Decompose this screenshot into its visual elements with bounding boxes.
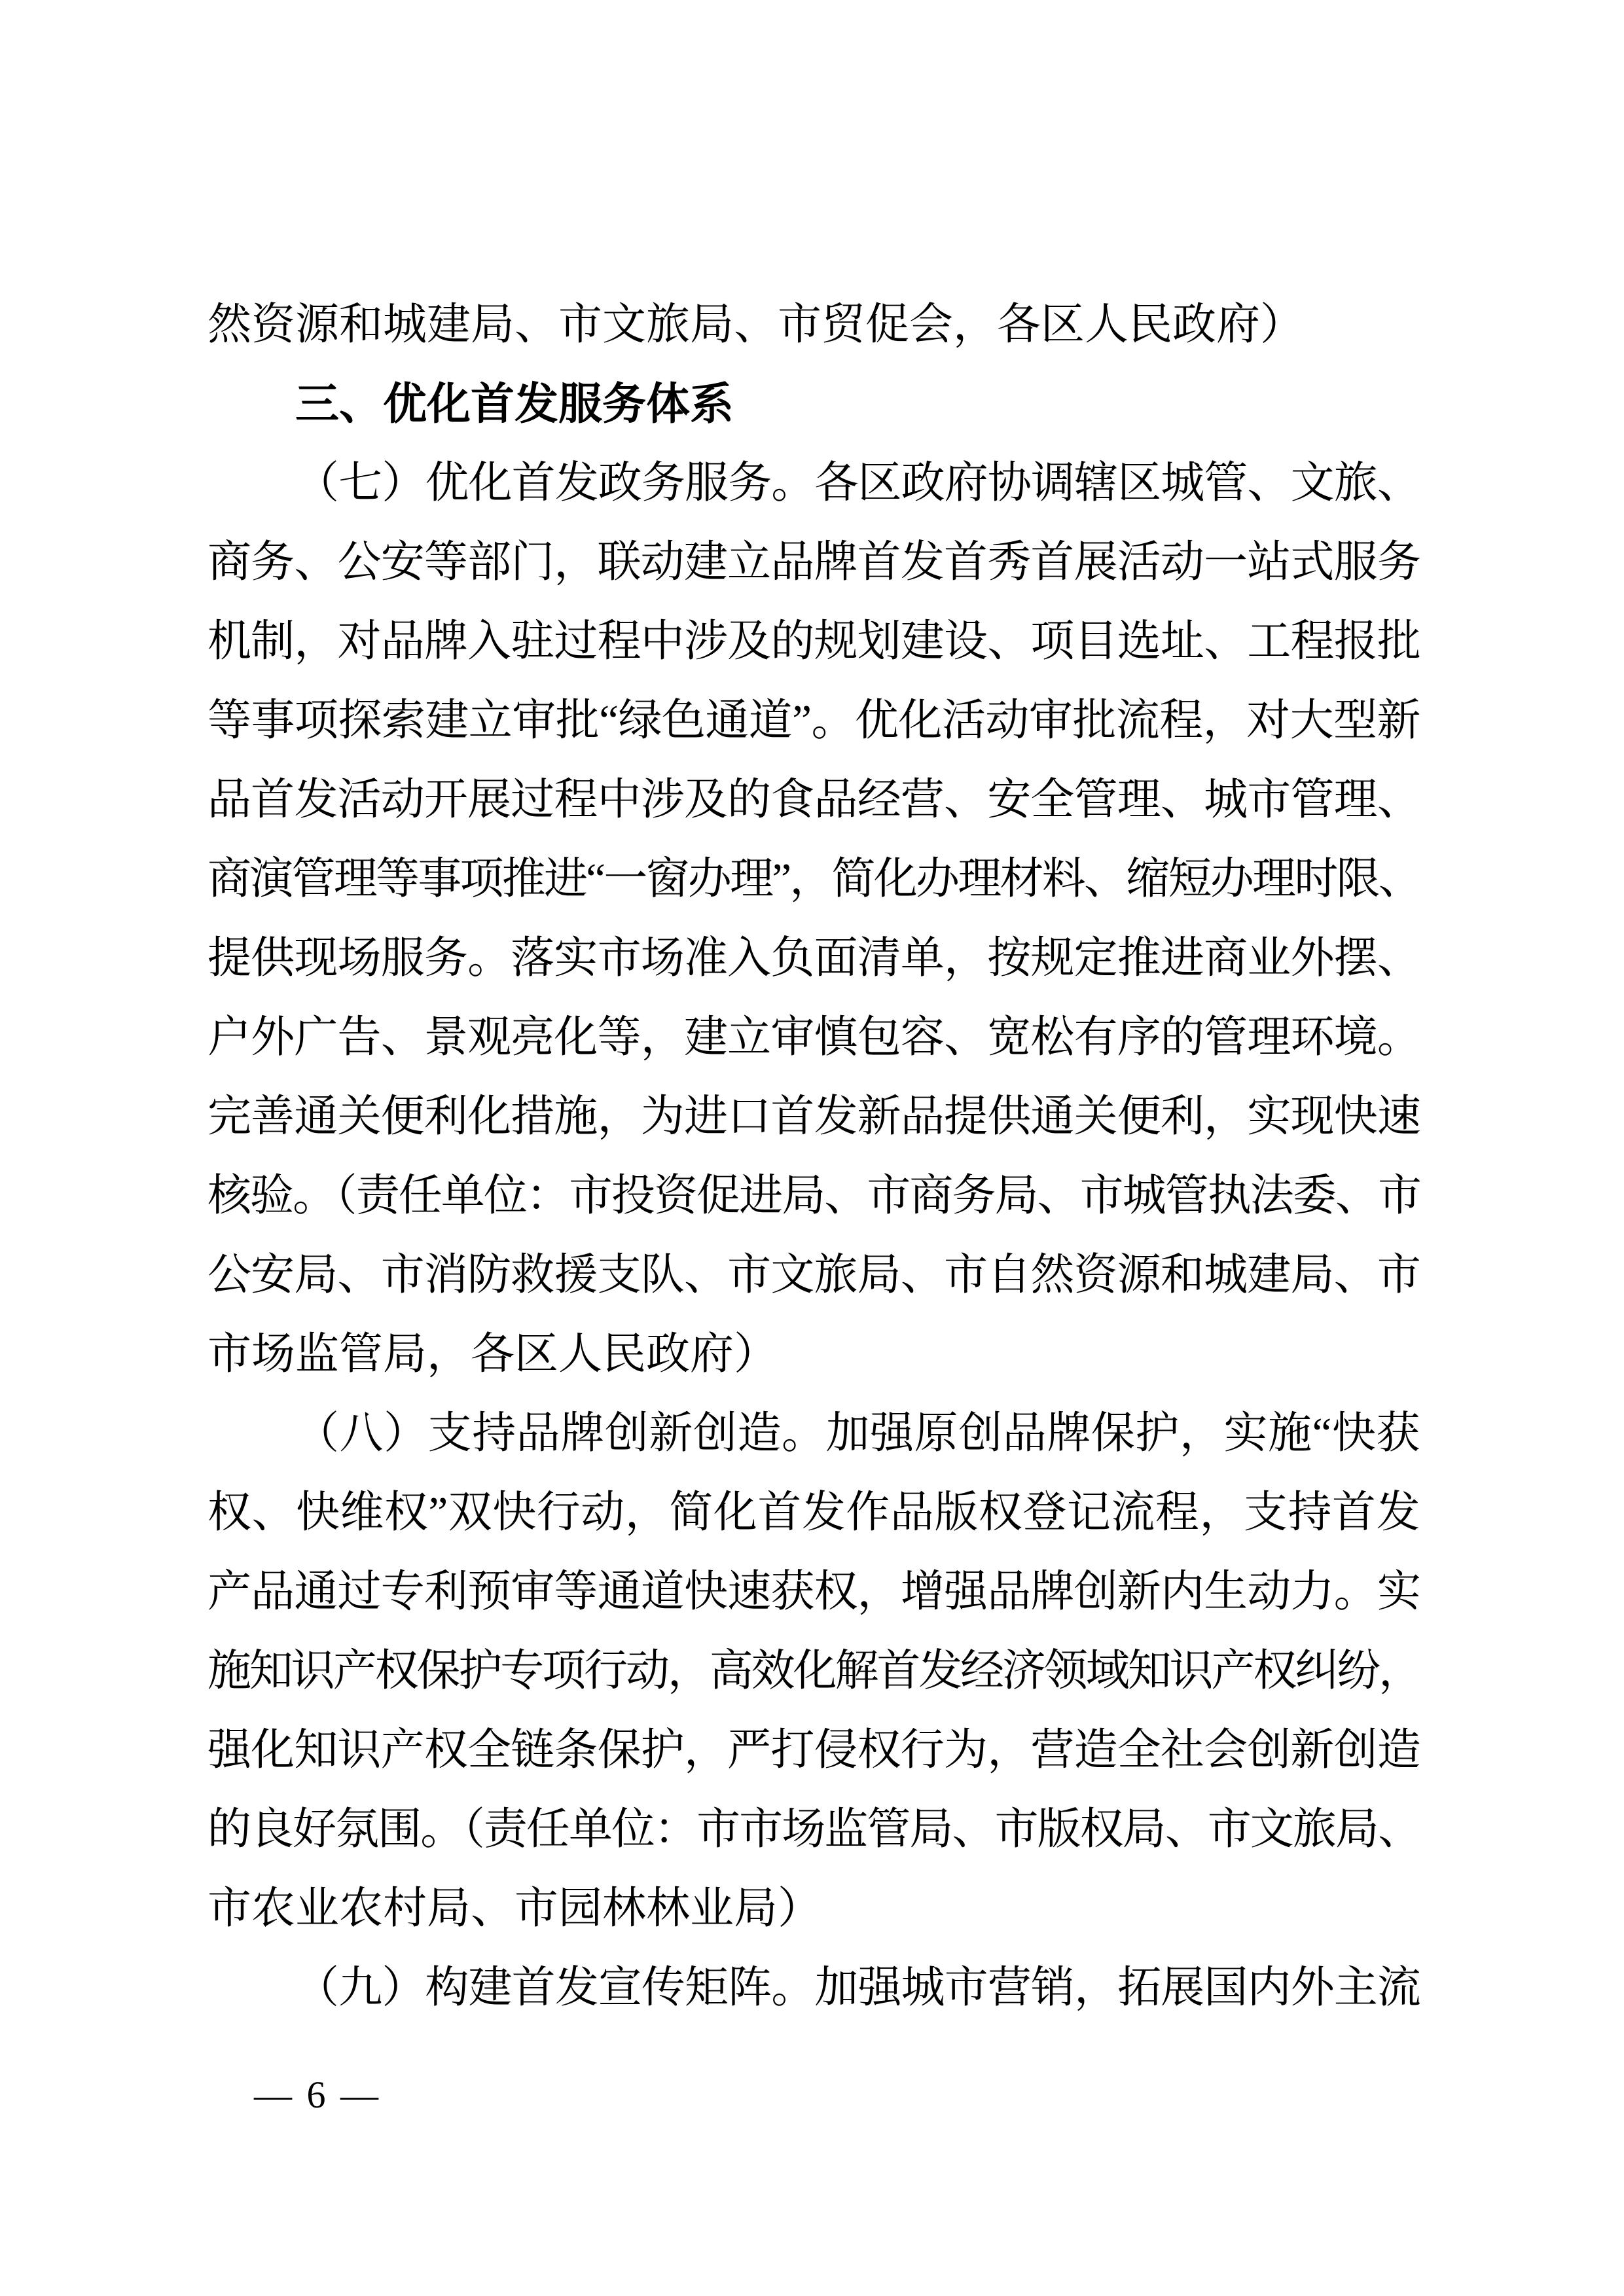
text-line-content: 然资源和城建局、市文旅局、市贸促会，各区人民政府） bbox=[208, 300, 1304, 349]
text-line bbox=[208, 1552, 1420, 1632]
text-line-content: 品首发活动开展过程中涉及的食品经营、安全管理、城市管理、 bbox=[208, 776, 1420, 824]
text-line bbox=[208, 1632, 1420, 1711]
text-line-content: 商演管理等事项推进“一窗办理”，简化办理材料、缩短办理时限、 bbox=[208, 855, 1420, 903]
text-line bbox=[208, 761, 1420, 840]
text-line-content: 的良好氛围。（责任单位：市市场监管局、市版权局、市文旅局、 bbox=[208, 1805, 1420, 1854]
text-line-content: 完善通关便利化措施，为进口首发新品提供通关便利，实现快速 bbox=[208, 1092, 1420, 1141]
text-line-content: 提供现场服务。落实市场准入负面清单，按规定推进商业外摆、 bbox=[208, 934, 1420, 982]
text-line-content: 市场监管局，各区人民政府） bbox=[208, 1330, 778, 1378]
text-line bbox=[208, 1790, 1420, 1869]
text-line bbox=[208, 602, 1420, 681]
text-line-content: （八）支持品牌创新创造。加强原创品牌保护，实施“快获 bbox=[295, 1409, 1420, 1458]
text-line-content: （七）优化首发政务服务。各区政府协调辖区城管、文旅、 bbox=[295, 459, 1420, 507]
text-line bbox=[208, 523, 1420, 602]
text-line-content: 市农业农村局、市园林林业局） bbox=[208, 1884, 821, 1933]
text-line bbox=[208, 840, 1420, 919]
text-line-content: （九）构建首发宣传矩阵。加强城市营销，拓展国内外主流 bbox=[295, 1964, 1420, 2012]
section-heading bbox=[208, 365, 1420, 444]
text-line bbox=[208, 1077, 1420, 1157]
page-number: — 6 — bbox=[254, 2073, 381, 2116]
text-line bbox=[208, 285, 1420, 365]
text-line-content: 机制，对品牌入驻过程中涉及的规划建设、项目选址、工程报批 bbox=[208, 617, 1420, 666]
text-line-content: 公安局、市消防救援支队、市文旅局、市自然资源和城建局、市 bbox=[208, 1251, 1420, 1299]
text-line bbox=[208, 1473, 1420, 1552]
text-line bbox=[208, 1869, 1420, 1948]
text-line bbox=[208, 681, 1420, 761]
text-line bbox=[208, 998, 1420, 1077]
document-body bbox=[208, 285, 1420, 2028]
text-line bbox=[208, 1315, 1420, 1394]
text-line-content: 等事项探索建立审批“绿色通道”。优化活动审批流程，对大型新 bbox=[208, 696, 1420, 745]
text-line-content: 户外广告、景观亮化等，建立审慎包容、宽松有序的管理环境。 bbox=[208, 1013, 1420, 1062]
text-line bbox=[208, 1711, 1420, 1790]
text-line-content: 产品通过专利预审等通道快速获权，增强品牌创新内生动力。实 bbox=[208, 1568, 1420, 1616]
text-line-content: 商务、公安等部门，联动建立品牌首发首秀首展活动一站式服务 bbox=[208, 538, 1420, 586]
text-line bbox=[208, 1948, 1420, 2028]
text-line bbox=[208, 1394, 1420, 1473]
text-line-content: 三、优化首发服务体系 bbox=[295, 380, 734, 429]
text-line-content: 强化知识产权全链条保护，严打侵权行为，营造全社会创新创造 bbox=[208, 1726, 1420, 1774]
text-line-content: 施知识产权保护专项行动，高效化解首发经济领域知识产权纠纷， bbox=[208, 1647, 1420, 1695]
text-line bbox=[208, 444, 1420, 523]
text-line-content: 权、快维权”双快行动，简化首发作品版权登记流程，支持首发 bbox=[208, 1488, 1420, 1537]
text-line bbox=[208, 1157, 1420, 1236]
text-line-content: 核验。（责任单位：市投资促进局、市商务局、市城管执法委、市 bbox=[208, 1172, 1420, 1220]
text-line bbox=[208, 919, 1420, 998]
text-line bbox=[208, 1236, 1420, 1315]
